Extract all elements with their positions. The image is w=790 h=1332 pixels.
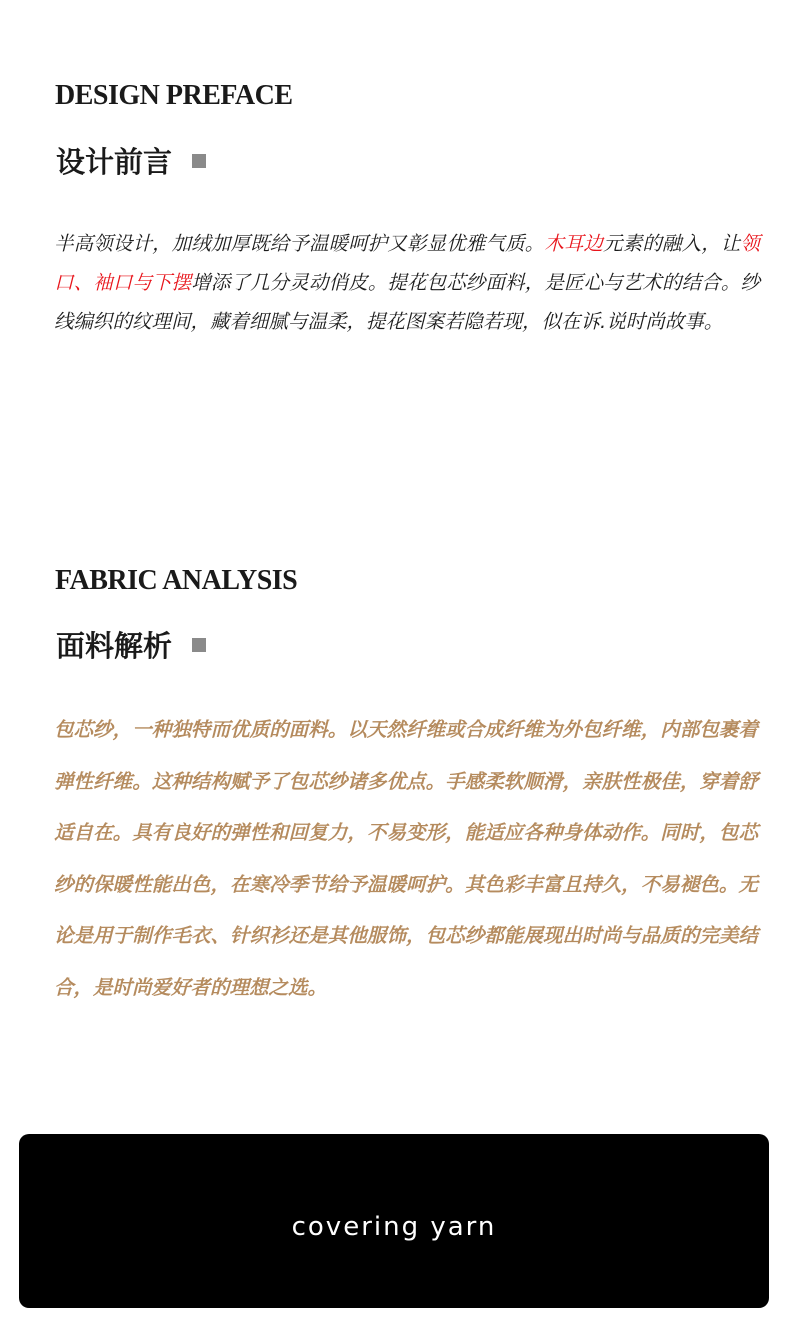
preface-heading-cn (56, 140, 206, 181)
fabric-heading-cn-text: 面料解析 (56, 629, 173, 663)
covering-yarn-banner (19, 1134, 769, 1308)
banner-label: covering yarn (291, 1212, 497, 1242)
fabric-paragraph: 包芯纱，一种独特而优质的面料。以天然纤维或合成纤维为外包纤维，内部包裹着弹性纤维。这种结构赋予了包芯纱诸多优点。手感柔软顺滑，亲肤性极佳，穿着舒适自在。具有良好的弹性和回复力，不易变形，能适应各种身体动作。同时，包芯纱的保暖性能出色，在寒冷季节给予温暖呵护。其色彩丰富且持久，不易褪色。无论是用于制作毛衣、针织衫还是其他服饰，包芯纱都能展现出时尚与品质的完美结合，是时尚爱好者的理想之选。 (54, 718, 758, 999)
preface-text-segment: 元素的融入，让 (603, 232, 741, 255)
square-bullet-icon (192, 638, 206, 652)
preface-heading-en: DESIGN PREFACE (55, 80, 293, 111)
preface-text-segment: 半高领设计，加绒加厚既给予温暖呵护又彰显优雅气质。 (54, 232, 545, 255)
fabric-heading-en: FABRIC ANALYSIS (55, 565, 298, 596)
preface-highlight-ruffle: 木耳边 (544, 232, 604, 255)
preface-highlight-collar-cuffs-hem: 领口、袖口与下摆 (54, 232, 760, 294)
preface-text-segment: 增添了几分灵动俏皮。提花包芯纱面料，是匠心与艺术的结合。纱线编织的纹理间，藏着细腻与温柔，提花图案若隐若现，似在诉.说时尚故事。 (54, 271, 760, 333)
preface-heading-cn-text: 设计前言 (56, 145, 173, 179)
fabric-heading-cn (56, 624, 206, 665)
preface-paragraph (54, 224, 760, 341)
square-bullet-icon (192, 154, 206, 168)
